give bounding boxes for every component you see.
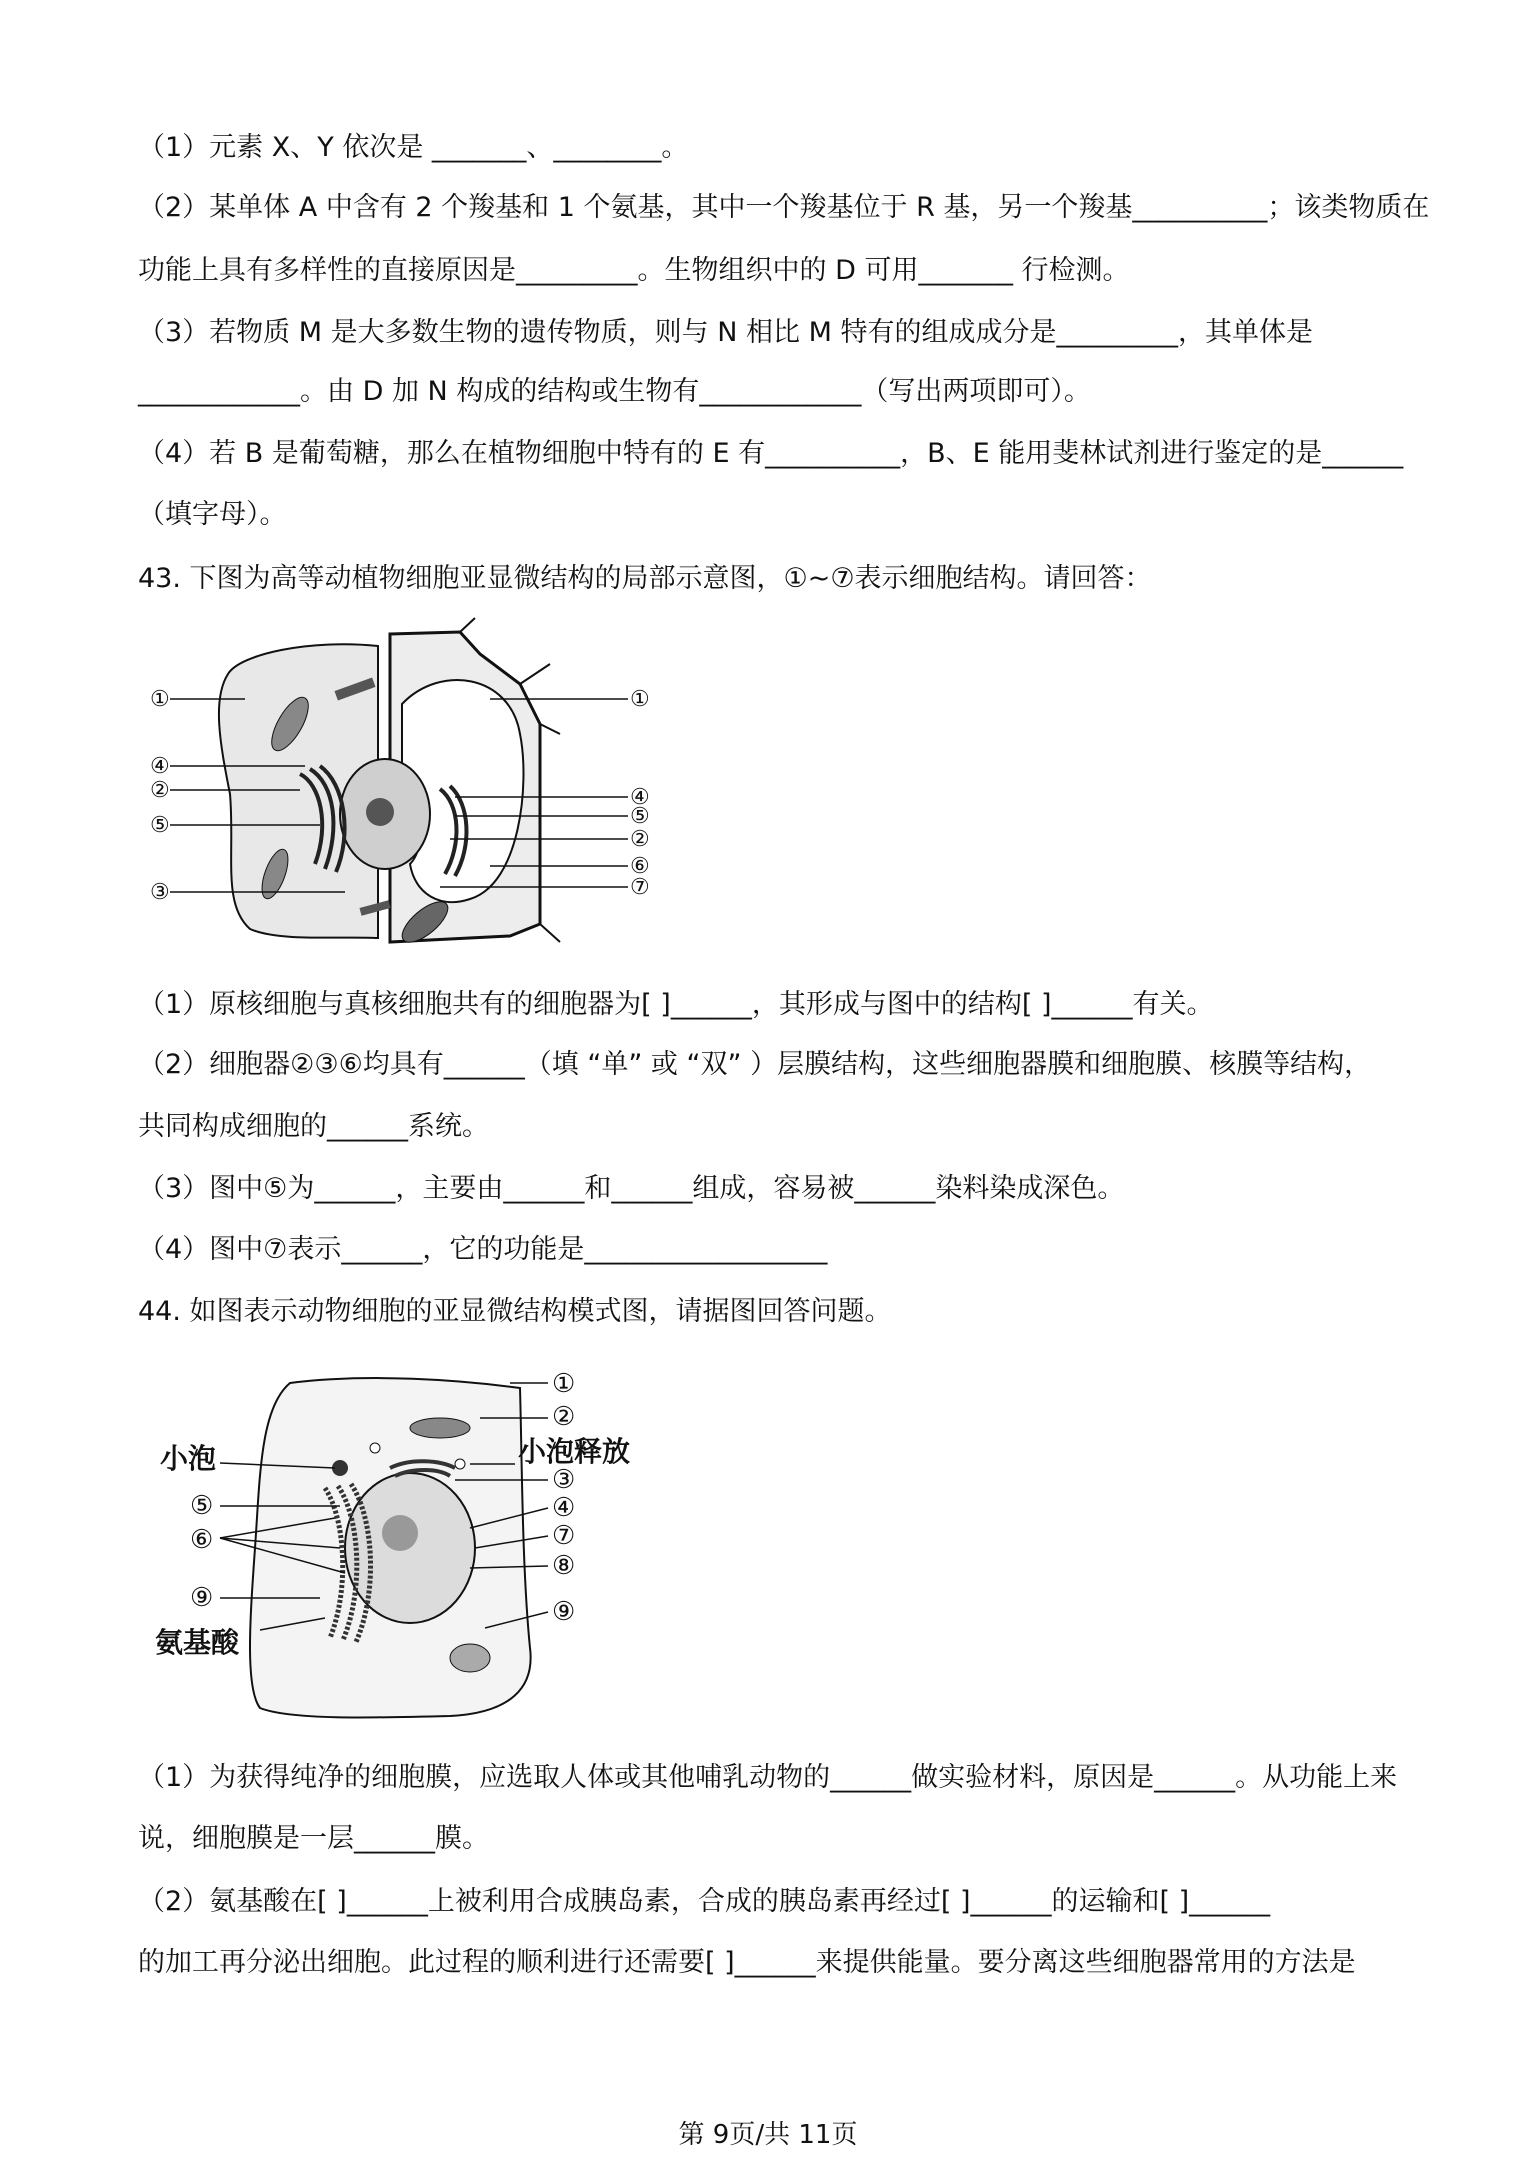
fig44-left-label: ⑥: [190, 1525, 214, 1555]
fig44-right-label: ④: [552, 1493, 576, 1523]
q42-sub2-line2: 功能上具有多样性的直接原因是_________。生物组织中的 D 可用_______ 行检测。: [138, 255, 1130, 286]
q42-sub1: （1）元素 X、Y 依次是 _______、________。: [138, 132, 689, 163]
q43-stem: 43. 下图为高等动植物细胞亚显微结构的局部示意图，①~⑦表示细胞结构。请回答：: [138, 563, 1152, 594]
fig44-right-label: ⑨: [552, 1597, 576, 1627]
fig44-left-label: ⑨: [190, 1583, 214, 1613]
fig43-left-label: ⑤: [150, 813, 170, 838]
q43-sub2-line1: （2）细胞器②③⑥均具有______（填 “单” 或 “双” ）层膜结构，这些细胞器膜和细胞膜、核膜等结构，: [138, 1049, 1372, 1080]
q43-sub4: （4）图中⑦表示______，它的功能是__________________: [138, 1234, 828, 1265]
nucleolus: [366, 798, 394, 826]
nucleolus: [382, 1515, 418, 1551]
q42-sub4-line2: （填字母）。: [138, 499, 287, 530]
fig43-left-label: ③: [150, 880, 170, 905]
mitochondrion: [410, 1418, 470, 1438]
fig44-label-amino-acid: 氨基酸: [155, 1626, 240, 1659]
fig44-right-label: ③: [552, 1465, 576, 1495]
q44-sub2-line1: （2）氨基酸在[ ]______上被利用合成胰岛素，合成的胰岛素再经过[ ]______的运输和[ ]______: [138, 1886, 1271, 1917]
nucleus: [345, 1473, 475, 1623]
mitochondrion: [450, 1644, 490, 1672]
fig43-right-label: ①: [630, 687, 650, 712]
fig44-right-label: ①: [552, 1369, 576, 1399]
fig44-right-label: ②: [552, 1402, 576, 1432]
vesicle: [370, 1443, 380, 1453]
fig43-left-label: ①: [150, 687, 170, 712]
figure-43-cell-diagram: [140, 624, 680, 954]
fig44-label-vesicle: 小泡: [160, 1442, 217, 1475]
fig44-right-label: ⑧: [552, 1551, 576, 1581]
fig44-label-vesicle-release: 小泡释放: [518, 1435, 631, 1468]
vesicle: [455, 1459, 465, 1469]
page-number: 第 9页/共 11页: [678, 2120, 858, 2150]
q42-sub2-line1: （2）某单体 A 中含有 2 个羧基和 1 个氨基，其中一个羧基位于 R 基，另一个羧基__________；该类物质在: [138, 192, 1430, 223]
q42-sub3-line1: （3）若物质 M 是大多数生物的遗传物质，则与 N 相比 M 特有的组成成分是_________，其单体是: [138, 317, 1313, 348]
fig44-left-label: ⑤: [190, 1491, 214, 1521]
fig43-right-label: ②: [630, 827, 650, 852]
fig43-right-label: ⑦: [630, 875, 650, 900]
q43-sub2-line2: 共同构成细胞的______系统。: [138, 1111, 489, 1142]
figure-44-cell-diagram: [150, 1368, 670, 1728]
fig43-left-label: ②: [150, 778, 170, 803]
q44-sub1-line1: （1）为获得纯净的细胞膜，应选取人体或其他哺乳动物的______做实验材料，原因是______。从功能上来: [138, 1762, 1398, 1793]
q44-stem: 44. 如图表示动物细胞的亚显微结构模式图，请据图回答问题。: [138, 1296, 892, 1327]
q42-sub4-line1: （4）若 B 是葡萄糖，那么在植物细胞中特有的 E 有__________，B、E 能用斐林试剂进行鉴定的是______: [138, 438, 1404, 469]
fig43-right-label: ⑤: [630, 804, 650, 829]
fig43-left-label: ④: [150, 754, 170, 779]
q42-sub3-line2: ____________。由 D 加 N 构成的结构或生物有____________（写出两项即可）。: [138, 376, 1091, 407]
fig44-right-label: ⑦: [552, 1521, 576, 1551]
fig43-right-label: ④: [630, 785, 650, 810]
q44-sub2-line2: 的加工再分泌出细胞。此过程的顺利进行还需要[ ]______来提供能量。要分离这些细胞器常用的方法是: [138, 1947, 1356, 1978]
fig43-right-label: ⑥: [630, 854, 650, 879]
q43-sub1: （1）原核细胞与真核细胞共有的细胞器为[ ]______，其形成与图中的结构[ ]______有关。: [138, 989, 1214, 1020]
q43-sub3: （3）图中⑤为______，主要由______和______组成，容易被______染料染成深色。: [138, 1173, 1125, 1204]
q44-sub1-line2: 说，细胞膜是一层______膜。: [138, 1823, 489, 1854]
